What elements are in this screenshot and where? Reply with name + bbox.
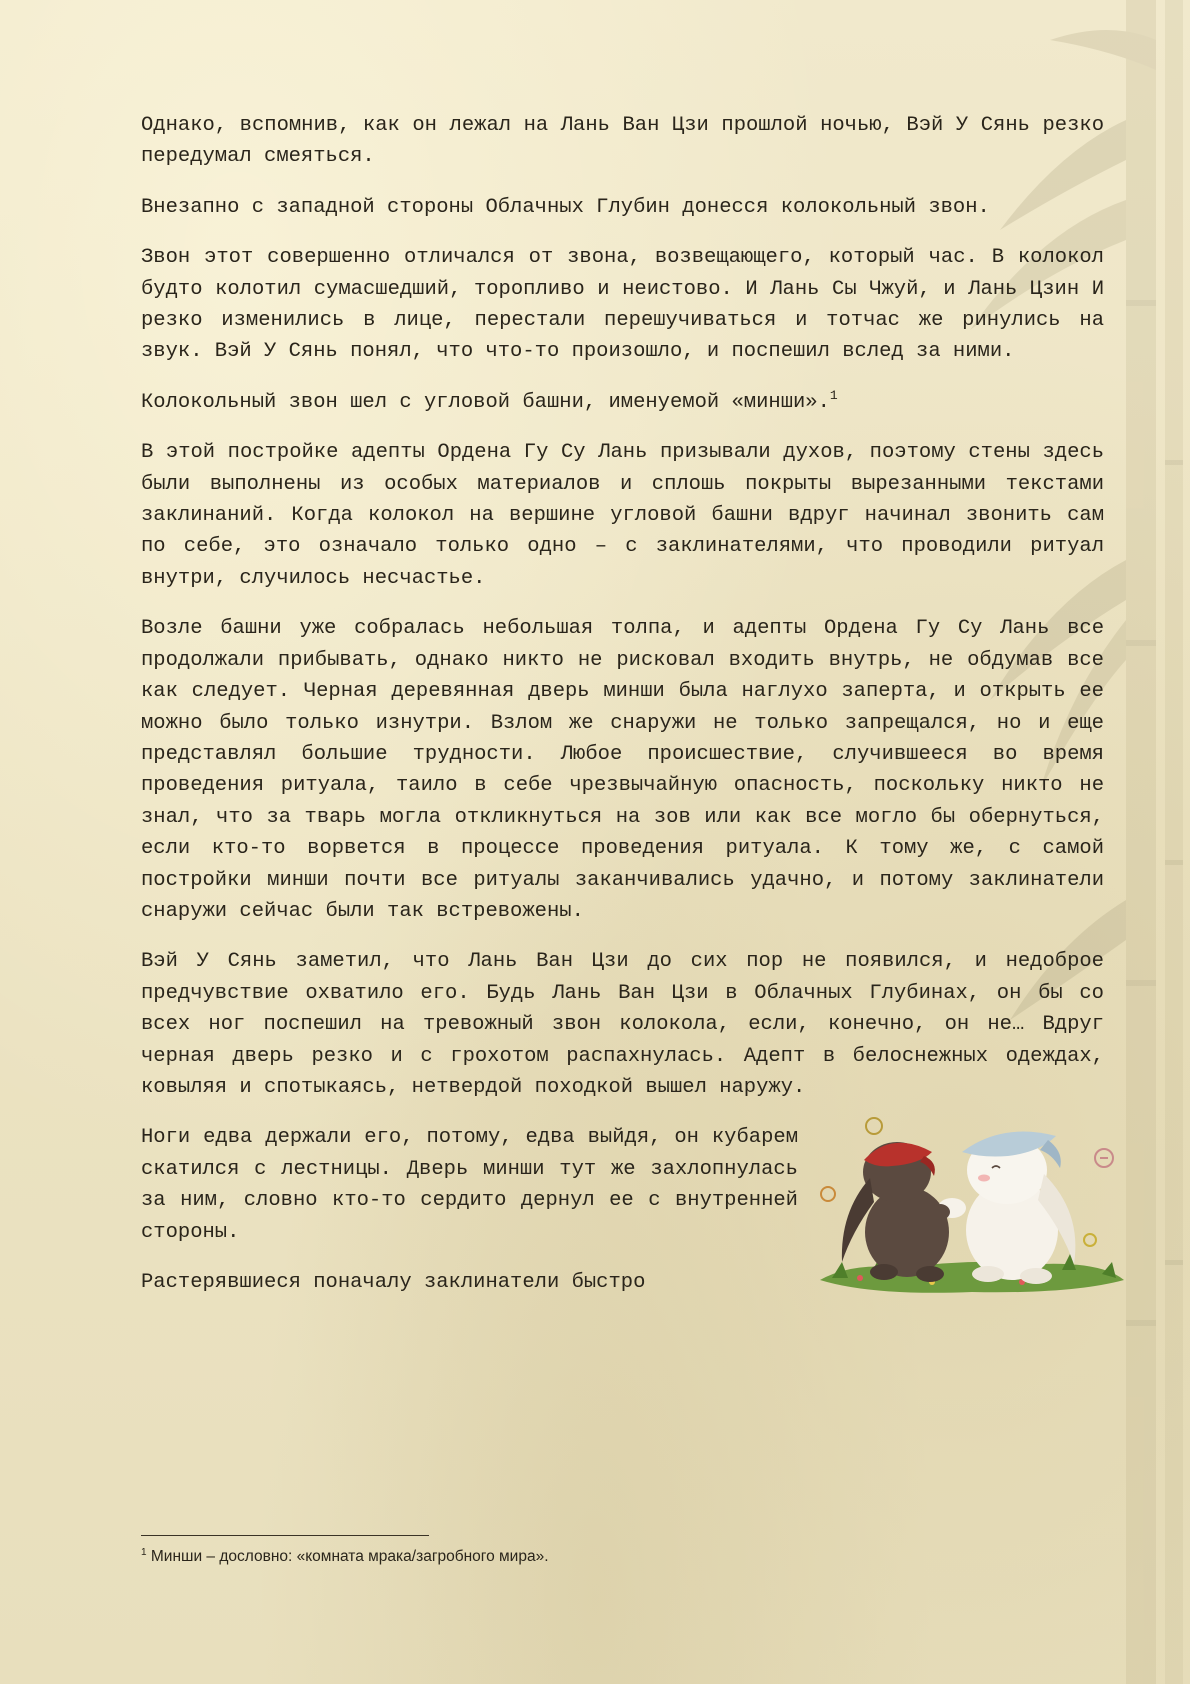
footnote-text: Минши – дословно: «комната мрака/загробного мира». (150, 1548, 549, 1565)
paragraph-text: Колокольный звон шел с угловой башни, именуемой «минши». (141, 390, 830, 414)
paragraph: Вэй У Сянь заметил, что Лань Ван Цзи до сих пор не появился, и недоброе предчувствие охватило его. Будь Лань Ван Цзи в Облачных Глубинах, он бы со всех ног поспешил на тревожный звон колокола, если, конечно, он не… Вдруг черная дверь резко и с грохотом распахнулась. Адепт в белоснежных одеждах, ковыляя и спотыкаясь, нетвердой походкой вышел наружу. (141, 950, 1104, 1099)
chibi-bunnies-illustration-icon (812, 1112, 1130, 1302)
paragraph: Растерявшиеся поначалу заклинатели быстро (141, 1271, 646, 1294)
paragraph-with-footnote-ref (141, 387, 1104, 418)
footnote-separator (141, 1535, 429, 1536)
paragraph: Ноги едва держали его, потому, едва выйдя, он кубарем скатился с лестницы. Дверь минши тут же захлопнулась за ним, словно кто-то сердито дернул ее с внутренней стороны. (141, 1126, 798, 1244)
paragraph: В этой постройке адепты Ордена Гу Су Лань призывали духов, поэтому стены здесь были выполнены из особых материалов и сплошь покрыты вырезанными текстами заклинаний. Когда колокол на вершине угловой башни вдруг начинал звонить сам по себе, это означало только одно – с заклинателями, что проводили ритуал внутри, случилось несчастье. (141, 441, 1104, 590)
footnote-marker: 1 (141, 1546, 147, 1558)
paragraph: Внезапно с западной стороны Облачных Глубин донесся колокольный звон. (141, 195, 990, 219)
footnote-reference[interactable]: 1 (829, 388, 838, 404)
main-text (141, 110, 1104, 1317)
footnote (141, 1548, 1041, 1566)
paragraph: Возле башни уже собралась небольшая толпа, и адепты Ордена Гу Су Лань все продолжали прибывать, однако никто не рисковал входить внутрь, не обдумав все как следует. Черная деревянная дверь минши была наглухо заперта, и открыть ее можно было только изнутри. Взлом же снаружи не только запрещался, но и еще представлял большие трудности. Любое происшествие, случившееся во время проведения ритуала, таило в себе чрезвычайную опасность, поскольку никто не знал, что за тварь могла откликнуться на зов или как все могло бы обернуться, если кто-то ворвется в процессе проведения ритуала. К тому же, с самой постройки минши почти все ритуалы заканчивались удачно, и потому заклинатели снаружи сейчас были так встревожены. (141, 617, 1104, 923)
paragraph: Звон этот совершенно отличался от звона, возвещающего, который час. В колокол будто колотил сумасшедший, торопливо и неистово. И Лань Сы Чжуй, и Лань Цзин И резко изменились в лице, перестали перешучиваться и тотчас же ринулись на звук. Вэй У Сянь понял, что что-то произошло, и поспешил вслед за ними. (141, 246, 1104, 364)
paragraph: Однако, вспомнив, как он лежал на Лань Ван Цзи прошлой ночью, Вэй У Сянь резко передумал смеяться. (141, 114, 1104, 169)
